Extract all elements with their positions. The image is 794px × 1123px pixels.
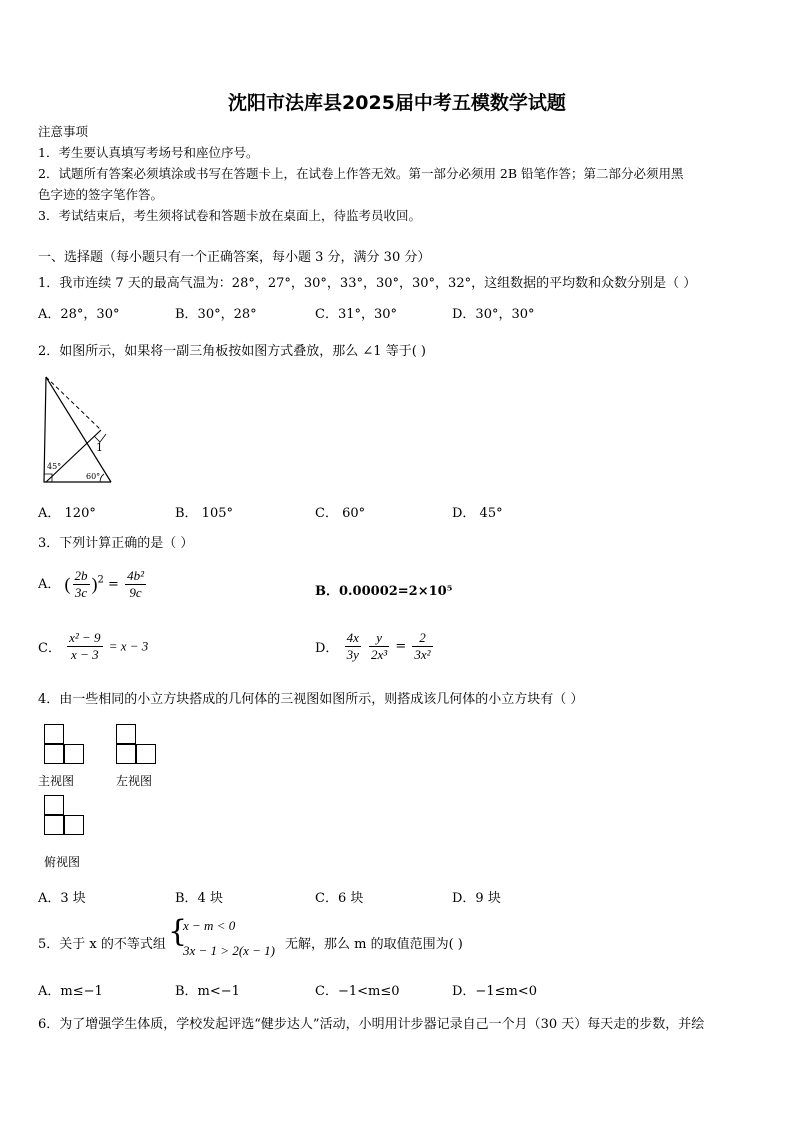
question-2-stem: 2．如图所示，如果将一副三角板按如图方式叠放，那么 ∠1 等于( ) bbox=[38, 344, 426, 359]
section-heading: 一、选择题（每小题只有一个正确答案，每小题 3 分，满分 30 分） bbox=[38, 250, 431, 265]
notice-item: 2．试题所有答案必须填涂或书写在答题卡上，在试卷上作答无效。第一部分必须用 2B 铅笔作答；第二部分必须用黑 bbox=[38, 166, 684, 181]
question-1-stem: 1．我市连续 7 天的最高气温为：28°，27°，30°，33°，30°，30°，32°，这组数据的平均数和众数分别是（ ） bbox=[38, 276, 697, 291]
question-4-stem: 4．由一些相同的小立方块搭成的几何体的三视图如图所示，则搭成该几何体的小立方块有（ ） bbox=[38, 692, 584, 707]
question-6-stem: 6．为了增强学生体质，学校发起评选“健步达人”活动，小明用计步器记录自己一个月（30 天）每天走的步数，并绘 bbox=[38, 1017, 705, 1032]
q1-option-c: C．31°，30° bbox=[315, 307, 398, 322]
top-view-figure bbox=[44, 795, 86, 837]
fraction: $\frac{4x}{3y}$ bbox=[346, 630, 359, 662]
notice-item: 3．考试结束后，考生须将试卷和答题卡放在桌面上，待监考员收回。 bbox=[38, 208, 421, 223]
q1-option-b: B．30°，28° bbox=[175, 307, 257, 322]
q3-option-d: D． $\frac{4x}{3y}$ $\frac{y}{\text{2x³}}$ = $\frac{2}{\text{3x²}}$ bbox=[315, 630, 431, 662]
question-5-stem-post: 无解，那么 m 的取值范围为( ) bbox=[285, 937, 463, 952]
notice-heading: 注意事项 bbox=[38, 124, 89, 139]
left-view-caption: 左视图 bbox=[116, 774, 153, 788]
top-view-caption: 俯视图 bbox=[44, 855, 81, 869]
front-view-caption: 主视图 bbox=[38, 774, 75, 788]
q3-option-b: B．0.00002=2×10⁵ bbox=[315, 584, 453, 599]
q2-option-d: D． 45° bbox=[452, 506, 503, 521]
q4-option-a: A．3 块 bbox=[38, 891, 86, 906]
fraction: $\frac{2b}{3c}$ bbox=[74, 568, 88, 600]
q4-option-b: B．4 块 bbox=[175, 891, 223, 906]
inequality-2: 3x − 1 > 2(x − 1) bbox=[183, 943, 276, 958]
q2-option-c: C． 60° bbox=[315, 506, 366, 521]
fraction: $\frac{\text{x² − 9}}{x - 3}$ bbox=[69, 630, 101, 662]
triangle-figure bbox=[36, 372, 126, 487]
q2-option-b: B． 105° bbox=[175, 506, 233, 521]
fraction: $\frac{\text{4b²}}{9c}$ bbox=[127, 568, 144, 600]
angle-60-label: 60° bbox=[86, 472, 101, 481]
q1-option-a: A．28°，30° bbox=[38, 307, 120, 322]
q5-option-a: A．m≤−1 bbox=[38, 984, 103, 999]
q3-option-c: C． $\frac{\text{x² − 9}}{x - 3}$ = x − 3 bbox=[38, 630, 149, 662]
q4-option-c: C．6 块 bbox=[315, 891, 364, 906]
fraction: $\frac{y}{\text{2x³}}$ bbox=[371, 630, 388, 662]
q5-option-d: D．−1≤m<0 bbox=[452, 984, 537, 999]
fraction: $\frac{2}{\text{3x²}}$ bbox=[414, 630, 431, 662]
inequality-1: x − m < 0 bbox=[183, 918, 236, 933]
question-5-stem-pre: 5．关于 x 的不等式组 bbox=[38, 937, 166, 952]
q4-option-d: D．9 块 bbox=[452, 891, 501, 906]
notice-item: 色字迹的签字笔作答。 bbox=[38, 187, 164, 202]
brace: { bbox=[168, 914, 188, 949]
angle-1-label: 1 bbox=[96, 441, 103, 454]
q2-option-a: A． 120° bbox=[38, 506, 96, 521]
q3-option-a: A． ( $\frac{2b}{3c}$ )$^2$ = $\frac{\text{4b²}}{9c}$ bbox=[38, 568, 144, 600]
front-view-figure bbox=[44, 724, 86, 766]
page-title: 沈阳市法库县2025届中考五模数学试题 bbox=[228, 92, 566, 114]
q5-option-b: B．m<−1 bbox=[175, 984, 240, 999]
q5-option-c: C．−1<m≤0 bbox=[315, 984, 400, 999]
question-3-stem: 3．下列计算正确的是（ ） bbox=[38, 536, 194, 551]
notice-item: 1．考生要认真填写考场号和座位序号。 bbox=[38, 145, 259, 160]
option-label: A． bbox=[38, 577, 61, 592]
angle-45-label: 45° bbox=[47, 462, 62, 471]
left-view-figure bbox=[116, 724, 158, 766]
q1-option-d: D．30°，30° bbox=[452, 307, 535, 322]
